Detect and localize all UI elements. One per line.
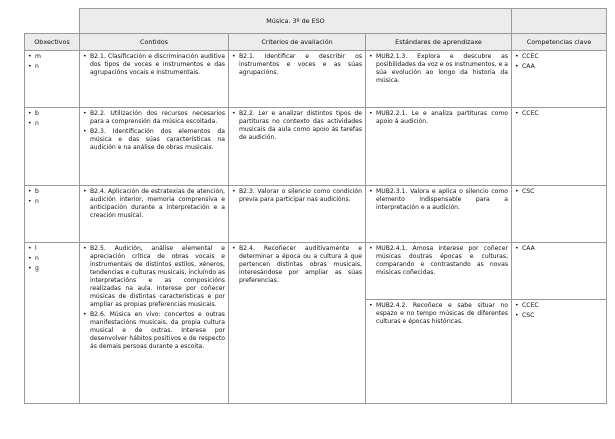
curriculum-table-container	[24, 8, 606, 400]
objective-item: • n	[28, 198, 76, 206]
table-title-right-cell	[512, 9, 607, 34]
table-row	[25, 51, 607, 108]
content-item: • B2.2. Utilización dos recursos necesarios para a comprensión da música escoitada.	[83, 110, 225, 126]
standards-cell	[366, 243, 512, 300]
table-row	[25, 186, 607, 243]
competences-cell	[512, 300, 607, 404]
standard-item: • MUB2.4.2. Recoñece e sabe situar no espazo e no tempo músicas de diferentes culturas e épocas históricas.	[369, 302, 508, 326]
blank-corner-cell	[25, 9, 80, 34]
criteria-cell	[229, 243, 366, 404]
content-item: • B2.5. Audición, análise elemental e apreciación crítica de obras vocais e instrumentais de distintos estilos, xéneros, tendencias e culturas musicais, incluíndo as interpretacións e as composicións realizadas na aula. Interese por coñecer músicas de distintas características e por ampliar as propias preferencias musicais.	[83, 245, 225, 309]
competence-item: • CCEC	[515, 302, 603, 310]
contents-cell	[80, 186, 229, 243]
objective-item: • l	[28, 245, 76, 253]
competences-cell	[512, 186, 607, 243]
contents-cell	[80, 51, 229, 108]
objective-item: • n	[28, 255, 76, 263]
standard-item: • MUB2.3.1. Valora e aplica o silencio como elemento indispensable para a interpretación e a audición.	[369, 188, 508, 212]
standards-cell	[366, 108, 512, 186]
objective-item: • n	[28, 120, 76, 128]
header-objectives: Obxectivos	[25, 34, 80, 51]
contents-cell	[80, 108, 229, 186]
objectives-cell	[25, 243, 80, 404]
competence-item: • CCEC	[515, 110, 603, 118]
standards-cell	[366, 300, 512, 404]
competence-item: • CAA	[515, 63, 603, 71]
curriculum-table	[24, 8, 607, 404]
competence-item: • CCEC	[515, 53, 603, 61]
header-competences: Competencias clave	[512, 34, 607, 51]
criteria-cell	[229, 108, 366, 186]
criterion-item: • B2.3. Valorar o silencio como condición previa para participar nas audicións.	[232, 188, 362, 204]
objective-item: • m	[28, 53, 76, 61]
competences-cell	[512, 108, 607, 186]
objectives-cell	[25, 186, 80, 243]
content-item: • B2.4. Aplicación de estratexias de atención, audición interior, memoria comprensiva e anticipación durante a interpretación e a creación musical.	[83, 188, 225, 220]
objectives-cell	[25, 51, 80, 108]
objective-item: • n	[28, 63, 76, 71]
objective-item: • g	[28, 265, 76, 273]
criteria-cell	[229, 51, 366, 108]
table-title-row	[25, 9, 607, 34]
objective-item: • b	[28, 188, 76, 196]
column-headers-row	[25, 34, 607, 51]
objective-item: • b	[28, 110, 76, 118]
content-item: • B2.3. Identificación dos elementos da música e das súas características na audición e na análise de obras musicais.	[83, 128, 225, 152]
content-item: • B2.1. Clasificación e discriminación auditiva dos tipos de voces e instrumentos e das agrupacións vocais e instrumentais.	[83, 53, 225, 77]
competence-item: • CSC	[515, 188, 603, 196]
standards-cell	[366, 51, 512, 108]
criterion-item: • B2.1. Identificar e describir os instrumentos e voces e as súas agrupacións.	[232, 53, 362, 77]
table-title: Música. 3º de ESO	[80, 9, 512, 34]
standards-cell	[366, 186, 512, 243]
competences-cell	[512, 243, 607, 300]
content-item: • B2.6. Música en vivo: concertos e outras manifestacións musicais, da propia cultura musical e de outras. Interese por desenvolver hábitos positivos e de respecto ás demais persoas durante a escoita.	[83, 311, 225, 351]
standard-item: • MUB2.2.1. Le e analiza partituras como apoio á audición.	[369, 110, 508, 126]
criteria-cell	[229, 186, 366, 243]
contents-cell	[80, 243, 229, 404]
competence-item: • CAA	[515, 245, 603, 253]
standard-item: • MUB2.4.1. Amosa interese por coñecer músicas doutras épocas e culturas, comparando e contrastando as novas músicas coñecidas.	[369, 245, 508, 277]
header-standards: Estándares de aprendizaxe	[366, 34, 512, 51]
criterion-item: • B2.2. Ler e analizar distintos tipos de partituras no contexto das actividades musicais da aula como apoio ás tarefas de audición.	[232, 110, 362, 142]
objectives-cell	[25, 108, 80, 186]
competence-item: • CSC	[515, 312, 603, 320]
header-contents: Contidos	[80, 34, 229, 51]
header-criteria: Criterios de avaliación	[229, 34, 366, 51]
criterion-item: • B2.4. Recoñecer auditivamente e determinar a época ou a cultura á que pertencen distintas obras musicais, interesándose por ampliar as súas preferencias.	[232, 245, 362, 285]
table-row	[25, 108, 607, 186]
standard-item: • MUB2.1.3. Explora e descubre as posibilidades da voz e os instrumentos, e a súa evolución ao longo da historia da música.	[369, 53, 508, 85]
table-row	[25, 243, 607, 300]
competences-cell	[512, 51, 607, 108]
